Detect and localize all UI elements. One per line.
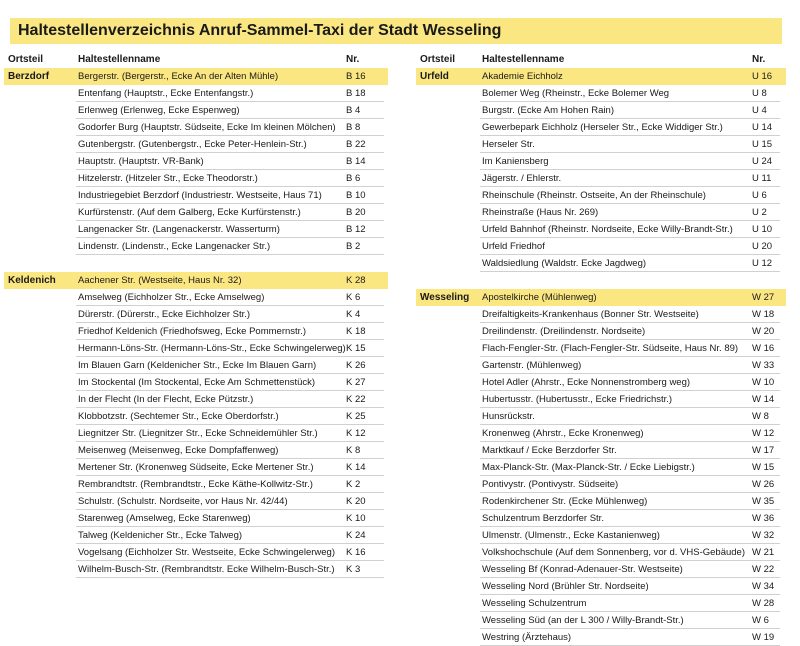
stop-number: W 19 bbox=[752, 632, 775, 643]
stop-name: Rembrandtstr. (Rembrandtstr., Ecke Käthe-Kollwitz-Str.) bbox=[78, 479, 313, 490]
table-row bbox=[416, 408, 786, 425]
stop-name: Gewerbepark Eichholz (Herseler Str., Ecke Widdiger Str.) bbox=[482, 122, 723, 133]
stop-number: B 10 bbox=[346, 190, 366, 201]
stop-group bbox=[416, 289, 786, 646]
stop-name: Klobbotzstr. (Sechtemer Str., Ecke Oberdorfstr.) bbox=[78, 411, 279, 422]
stop-group bbox=[4, 272, 388, 578]
stop-name: Rheinstraße (Haus Nr. 269) bbox=[482, 207, 599, 218]
table-row bbox=[416, 255, 786, 272]
stop-number: W 14 bbox=[752, 394, 775, 405]
table-row bbox=[416, 544, 786, 561]
table-row bbox=[4, 221, 388, 238]
stop-name: Lindenstr. (Lindenstr., Ecke Langenacker Str.) bbox=[78, 241, 271, 252]
stop-name: Westring (Ärztehaus) bbox=[482, 632, 572, 643]
table-row bbox=[4, 561, 388, 578]
row-divider bbox=[76, 577, 384, 578]
stop-number: W 35 bbox=[752, 496, 775, 507]
stop-number: W 21 bbox=[752, 547, 775, 558]
stop-number: B 6 bbox=[346, 173, 361, 184]
table-row bbox=[416, 442, 786, 459]
table-row bbox=[4, 289, 388, 306]
stop-number: K 25 bbox=[346, 411, 366, 422]
table-row bbox=[4, 357, 388, 374]
table-row bbox=[4, 85, 388, 102]
stop-name: Im Blauen Garn (Keldenicher Str., Ecke Im Blauen Garn) bbox=[78, 360, 317, 371]
stop-number: K 14 bbox=[346, 462, 366, 473]
stop-number: U 8 bbox=[752, 88, 767, 99]
left-column bbox=[4, 52, 388, 578]
table-row bbox=[416, 476, 786, 493]
table-row bbox=[4, 272, 388, 289]
stop-number: U 15 bbox=[752, 139, 773, 150]
table-row bbox=[416, 170, 786, 187]
stop-number: B 22 bbox=[346, 139, 366, 150]
stop-name: Herseler Str. bbox=[482, 139, 535, 150]
stop-name: Langenacker Str. (Langenackerstr. Wasserturm) bbox=[78, 224, 280, 235]
stop-number: K 22 bbox=[346, 394, 366, 405]
stop-name: Rodenkirchener Str. (Ecke Mühlenweg) bbox=[482, 496, 648, 507]
column-header bbox=[4, 52, 388, 68]
stop-number: W 33 bbox=[752, 360, 775, 371]
stop-number: K 6 bbox=[346, 292, 361, 303]
stop-number: W 36 bbox=[752, 513, 775, 524]
stop-name: Industriegebiet Berzdorf (Industriestr. Westseite, Haus 71) bbox=[78, 190, 322, 201]
stop-number: W 12 bbox=[752, 428, 775, 439]
table-row bbox=[4, 391, 388, 408]
stop-name: Hotel Adler (Ahrstr., Ecke Nonnenstromberg weg) bbox=[482, 377, 691, 388]
stop-number: W 10 bbox=[752, 377, 775, 388]
table-row bbox=[4, 510, 388, 527]
stop-name: Pontivystr. (Pontivystr. Südseite) bbox=[482, 479, 619, 490]
stop-number: U 24 bbox=[752, 156, 773, 167]
table-row bbox=[416, 85, 786, 102]
row-divider bbox=[76, 254, 384, 255]
stop-number: U 10 bbox=[752, 224, 773, 235]
stop-name: Entenfang (Hauptstr., Ecke Entenfangstr.) bbox=[78, 88, 254, 99]
stop-name: Gartenstr. (Mühlenweg) bbox=[482, 360, 582, 371]
stop-name: Volkshochschule (Auf dem Sonnenberg, vor d. VHS-Gebäude) bbox=[482, 547, 745, 558]
stop-name: Friedhof Keldenich (Friedhofsweg, Ecke Pommernstr.) bbox=[78, 326, 307, 337]
stop-number: B 14 bbox=[346, 156, 366, 167]
table-row bbox=[416, 425, 786, 442]
table-row bbox=[4, 425, 388, 442]
ortsteil-label: Keldenich bbox=[8, 275, 56, 286]
table-row bbox=[416, 204, 786, 221]
stop-name: Vogelsang (Eichholzer Str. Westseite, Ecke Schwingelerweg) bbox=[78, 547, 335, 558]
stop-number: W 34 bbox=[752, 581, 775, 592]
stop-number: K 4 bbox=[346, 309, 361, 320]
header-nr: Nr. bbox=[752, 54, 766, 65]
table-row bbox=[4, 493, 388, 510]
stop-number: K 15 bbox=[346, 343, 366, 354]
table-row bbox=[416, 340, 786, 357]
stop-number: W 20 bbox=[752, 326, 775, 337]
table-row bbox=[4, 340, 388, 357]
stop-number: K 3 bbox=[346, 564, 361, 575]
table-row bbox=[416, 238, 786, 255]
stop-name: Bolemer Weg (Rheinstr., Ecke Bolemer Weg bbox=[482, 88, 670, 99]
stop-number: U 14 bbox=[752, 122, 773, 133]
group-spacer bbox=[416, 272, 786, 289]
stop-name: Gutenbergstr. (Gutenbergstr., Ecke Peter-Henlein-Str.) bbox=[78, 139, 307, 150]
table-row bbox=[416, 561, 786, 578]
stop-name: Im Stockental (Im Stockental, Ecke Am Schmettenstück) bbox=[78, 377, 316, 388]
table-row bbox=[416, 578, 786, 595]
stop-name: Aachener Str. (Westseite, Haus Nr. 32) bbox=[78, 275, 242, 286]
table-row bbox=[4, 544, 388, 561]
stop-name: Ulmenstr. (Ulmenstr., Ecke Kastanienweg) bbox=[482, 530, 660, 541]
stop-number: K 18 bbox=[346, 326, 366, 337]
table-row bbox=[416, 323, 786, 340]
table-row bbox=[416, 187, 786, 204]
table-row bbox=[4, 306, 388, 323]
table-row bbox=[416, 629, 786, 646]
stop-name: Amselweg (Eichholzer Str., Ecke Amselweg) bbox=[78, 292, 265, 303]
header-ortsteil: Ortsteil bbox=[420, 54, 456, 65]
table-row bbox=[4, 119, 388, 136]
stop-name: Wesseling Nord (Brühler Str. Nordseite) bbox=[482, 581, 649, 592]
stop-number: K 26 bbox=[346, 360, 366, 371]
stop-name: Hubertusstr. (Hubertusstr., Ecke Friedrichstr.) bbox=[482, 394, 673, 405]
stop-number: W 8 bbox=[752, 411, 769, 422]
stop-name: Max-Planck-Str. (Max-Planck-Str. / Ecke Liebigstr.) bbox=[482, 462, 695, 473]
ortsteil-label: Urfeld bbox=[420, 71, 449, 82]
table-row bbox=[4, 204, 388, 221]
stop-name: Starenweg (Amselweg, Ecke Starenweg) bbox=[78, 513, 251, 524]
table-row bbox=[4, 136, 388, 153]
stop-number: K 20 bbox=[346, 496, 366, 507]
stop-name: Liegnitzer Str. (Liegnitzer Str., Ecke Schneidemühler Str.) bbox=[78, 428, 318, 439]
table-row bbox=[416, 510, 786, 527]
stop-number: B 4 bbox=[346, 105, 361, 116]
stop-name: Meisenweg (Meisenweg, Ecke Dompfaffenweg) bbox=[78, 445, 279, 456]
stop-group bbox=[4, 68, 388, 255]
stop-name: Rheinschule (Rheinstr. Ostseite, An der Rheinschule) bbox=[482, 190, 706, 201]
stop-number: K 8 bbox=[346, 445, 361, 456]
ortsteil-label: Berzdorf bbox=[8, 71, 50, 82]
header-nr: Nr. bbox=[346, 54, 360, 65]
stop-number: B 8 bbox=[346, 122, 361, 133]
stop-group bbox=[416, 68, 786, 272]
stop-number: W 28 bbox=[752, 598, 775, 609]
stop-number: U 4 bbox=[752, 105, 767, 116]
stop-number: W 22 bbox=[752, 564, 775, 575]
stop-number: K 28 bbox=[346, 275, 366, 286]
table-row bbox=[416, 595, 786, 612]
stop-name: Wesseling Süd (an der L 300 / Willy-Brandt-Str.) bbox=[482, 615, 684, 626]
row-divider bbox=[480, 271, 780, 272]
table-row bbox=[4, 323, 388, 340]
table-row bbox=[416, 289, 786, 306]
stop-name: Burgstr. (Ecke Am Hohen Rain) bbox=[482, 105, 614, 116]
table-row bbox=[4, 459, 388, 476]
stop-name: Flach-Fengler-Str. (Flach-Fengler-Str. Südseite, Haus Nr. 89) bbox=[482, 343, 739, 354]
table-row bbox=[416, 153, 786, 170]
stop-number: B 20 bbox=[346, 207, 366, 218]
table-row bbox=[416, 357, 786, 374]
stop-number: W 15 bbox=[752, 462, 775, 473]
stop-number: B 18 bbox=[346, 88, 366, 99]
stop-name: Erlenweg (Erlenweg, Ecke Espenweg) bbox=[78, 105, 240, 116]
stop-name: Apostelkirche (Mühlenweg) bbox=[482, 292, 597, 303]
stop-name: Wesseling Bf (Konrad-Adenauer-Str. Westseite) bbox=[482, 564, 683, 575]
table-row bbox=[416, 459, 786, 476]
stop-name: Urfeld Bahnhof (Rheinstr. Nordseite, Ecke Willy-Brandt-Str.) bbox=[482, 224, 733, 235]
stop-name: Schulzentrum Berzdorfer Str. bbox=[482, 513, 604, 524]
stop-number: U 6 bbox=[752, 190, 767, 201]
table-row bbox=[416, 102, 786, 119]
stop-name: Talweg (Keldenicher Str., Ecke Talweg) bbox=[78, 530, 243, 541]
table-row bbox=[416, 136, 786, 153]
stop-number: U 12 bbox=[752, 258, 773, 269]
page-title: Haltestellenverzeichnis Anruf-Sammel-Taxi der Stadt Wesseling bbox=[18, 22, 502, 39]
table-row bbox=[4, 68, 388, 85]
table-row bbox=[416, 527, 786, 544]
stop-number: W 6 bbox=[752, 615, 769, 626]
stop-number: W 18 bbox=[752, 309, 775, 320]
table-row bbox=[416, 306, 786, 323]
stop-name: Wesseling Schulzentrum bbox=[482, 598, 587, 609]
stop-number: W 17 bbox=[752, 445, 775, 456]
header-name: Haltestellenname bbox=[482, 54, 565, 65]
stop-name: Godorfer Burg (Hauptstr. Südseite, Ecke Im kleinen Mölchen) bbox=[78, 122, 336, 133]
title-bar bbox=[10, 18, 782, 44]
header-name: Haltestellenname bbox=[78, 54, 161, 65]
stop-number: W 27 bbox=[752, 292, 775, 303]
stop-name: Im Kaniensberg bbox=[482, 156, 549, 167]
table-row bbox=[416, 493, 786, 510]
group-spacer bbox=[4, 255, 388, 272]
stop-number: U 11 bbox=[752, 173, 772, 184]
table-row bbox=[4, 374, 388, 391]
stop-number: B 12 bbox=[346, 224, 366, 235]
stop-name: Akademie Eichholz bbox=[482, 71, 563, 82]
stop-number: W 32 bbox=[752, 530, 775, 541]
table-row bbox=[4, 476, 388, 493]
table-row bbox=[4, 238, 388, 255]
stop-name: Kronenweg (Ahrstr., Ecke Kronenweg) bbox=[482, 428, 644, 439]
stop-name: Mertener Str. (Kronenweg Südseite, Ecke Mertener Str.) bbox=[78, 462, 314, 473]
stop-name: In der Flecht (In der Flecht, Ecke Pützstr.) bbox=[78, 394, 254, 405]
stop-number: W 16 bbox=[752, 343, 775, 354]
table-row bbox=[4, 408, 388, 425]
stop-name: Urfeld Friedhof bbox=[482, 241, 545, 252]
stop-name: Dürerstr. (Dürerstr., Ecke Eichholzer Str.) bbox=[78, 309, 251, 320]
column-header bbox=[416, 52, 786, 68]
table-row bbox=[416, 119, 786, 136]
stop-name: Dreifaltigkeits-Krankenhaus (Bonner Str. Westseite) bbox=[482, 309, 699, 320]
stop-name: Hitzelerstr. (Hitzeler Str., Ecke Theodorstr.) bbox=[78, 173, 258, 184]
right-column bbox=[416, 52, 786, 646]
stop-number: K 16 bbox=[346, 547, 366, 558]
header-ortsteil: Ortsteil bbox=[8, 54, 44, 65]
stop-name: Waldsiedlung (Waldstr. Ecke Jagdweg) bbox=[482, 258, 647, 269]
stop-name: Marktkauf / Ecke Berzdorfer Str. bbox=[482, 445, 617, 456]
stop-name: Schulstr. (Schulstr. Nordseite, vor Haus Nr. 42/44) bbox=[78, 496, 288, 507]
stop-number: U 16 bbox=[752, 71, 773, 82]
stop-number: W 26 bbox=[752, 479, 775, 490]
ortsteil-label: Wesseling bbox=[420, 292, 470, 303]
table-row bbox=[4, 153, 388, 170]
stop-number: K 24 bbox=[346, 530, 366, 541]
stop-number: B 16 bbox=[346, 71, 366, 82]
table-row bbox=[4, 442, 388, 459]
table-row bbox=[416, 221, 786, 238]
table-row bbox=[416, 391, 786, 408]
stop-name: Hauptstr. (Hauptstr. VR-Bank) bbox=[78, 156, 204, 167]
stop-number: U 2 bbox=[752, 207, 767, 218]
stop-name: Hermann-Löns-Str. (Hermann-Löns-Str., Ecke Schwingelerweg) bbox=[78, 343, 346, 354]
stop-number: K 27 bbox=[346, 377, 366, 388]
table-row bbox=[4, 170, 388, 187]
stop-number: K 2 bbox=[346, 479, 361, 490]
stop-name: Dreilindenstr. (Dreilindenstr. Nordseite) bbox=[482, 326, 646, 337]
table-row bbox=[416, 374, 786, 391]
table-row bbox=[416, 612, 786, 629]
stop-name: Wilhelm-Busch-Str. (Rembrandtstr. Ecke Wilhelm-Busch-Str.) bbox=[78, 564, 335, 575]
stop-name: Hunsrückstr. bbox=[482, 411, 535, 422]
table-row bbox=[4, 187, 388, 204]
stop-number: B 2 bbox=[346, 241, 361, 252]
table-row bbox=[4, 527, 388, 544]
table-row bbox=[416, 68, 786, 85]
stop-number: K 10 bbox=[346, 513, 366, 524]
stop-name: Bergerstr. (Bergerstr., Ecke An der Alten Mühle) bbox=[78, 71, 279, 82]
table-row bbox=[4, 102, 388, 119]
stop-name: Jägerstr. / Ehlerstr. bbox=[482, 173, 562, 184]
stop-number: U 20 bbox=[752, 241, 773, 252]
stop-name: Kurfürstenstr. (Auf dem Galberg, Ecke Kurfürstenstr.) bbox=[78, 207, 301, 218]
stop-number: K 12 bbox=[346, 428, 366, 439]
